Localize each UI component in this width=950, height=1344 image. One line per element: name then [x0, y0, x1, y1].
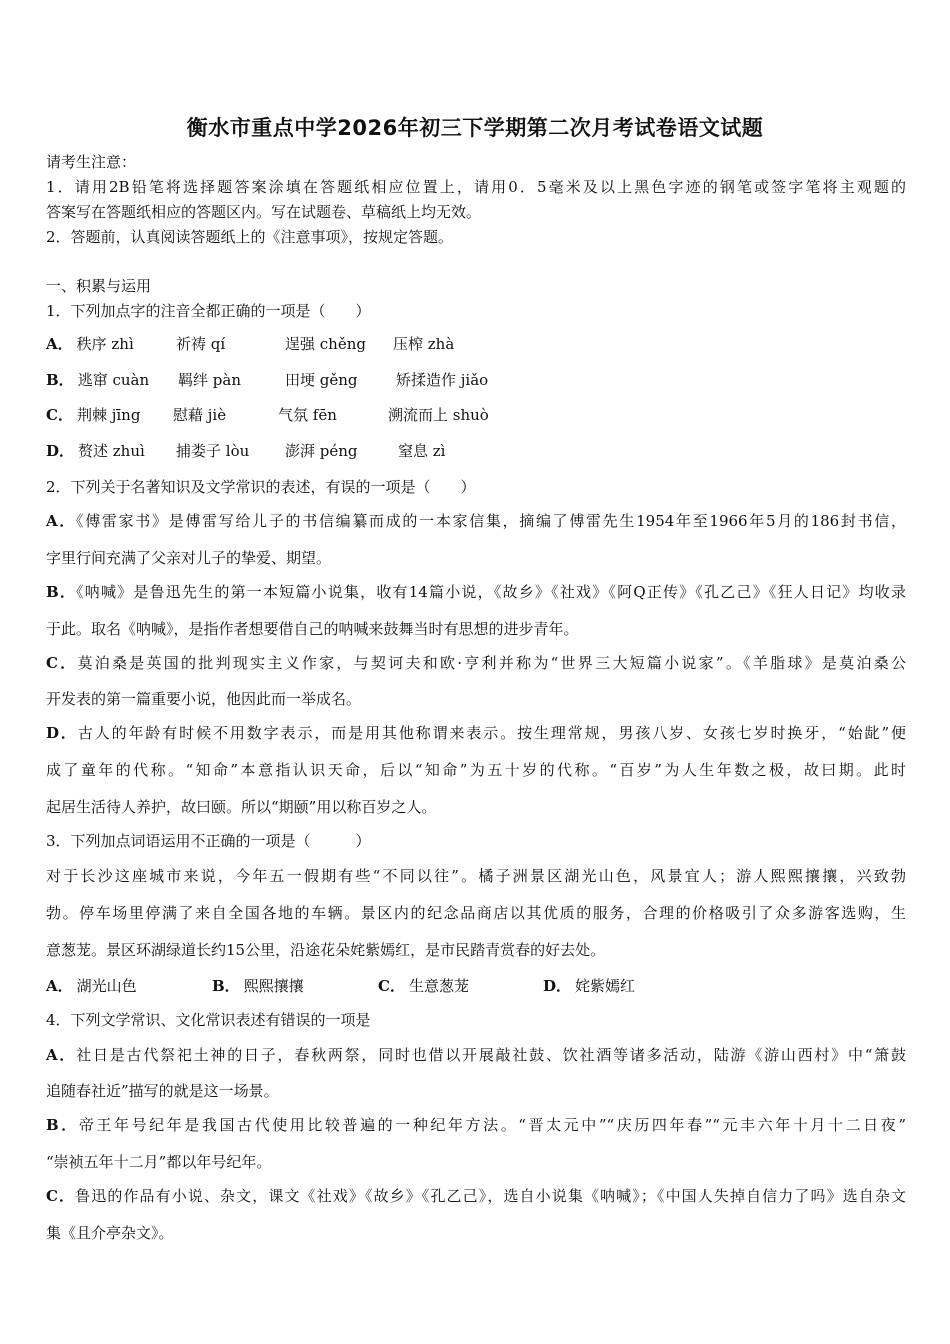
option-letter: B． — [212, 977, 240, 995]
question-2-stem: 2．下列关于名著知识及文学常识的表述，有误的一项是（ ） — [46, 478, 476, 496]
option-text: 姹紫嫣红 — [575, 977, 636, 995]
option-letter: D． — [46, 442, 75, 460]
question-2-line: 于此。取名《呐喊》，是指作者想要借自己的呐喊来鼓舞当时有思想的进步青年。 — [46, 620, 579, 638]
question-2-line: 字里行间充满了父亲对儿子的挚爱、期望。 — [46, 549, 332, 567]
option-letter: A． — [46, 512, 77, 530]
option-item: 逃窜 cuàn — [77, 371, 150, 389]
question-4-line: B．帝王年号纪年是我国古代使用比较普遍的一种纪年方法。“晋太元中”“庆历四年春”“元丰六年十月十二日夜” — [46, 1116, 907, 1134]
option-item: 荆棘 jīng — [76, 406, 141, 424]
notice-line: 答案写在答题纸相应的答题区内。写在试题卷、草稿纸上均无效。 — [46, 203, 482, 221]
question-4-line: “崇祯五年十二月”都以年号纪年。 — [46, 1153, 272, 1171]
question-2-line: D．古人的年龄有时候不用数字表示，而是用其他称谓来表示。按生理常规，男孩八岁、女孩七岁时换牙，“始龀”便 — [46, 724, 907, 742]
question-3-line: 意葱茏。景区环湖绿道长约15公里，沿途花朵姹紫嫣红，是市民踏青赏春的好去处。 — [46, 941, 606, 959]
question-2-line: 开发表的第一篇重要小说，他因此而一举成名。 — [46, 690, 362, 708]
question-1-stem: 1．下列加点字的注音全都正确的一项是（ ） — [46, 302, 371, 320]
option-letter: D． — [46, 724, 78, 742]
option-text: 熙熙攘攘 — [243, 977, 304, 995]
option-item: 逞强 chěng — [285, 335, 366, 353]
option-letter: B． — [46, 583, 77, 601]
option-text: 湖光山色 — [76, 977, 137, 995]
option-letter: C． — [378, 977, 405, 995]
question-2-line: 成了童年的代称。“知命”本意指认识天命，后以“知命”为五十岁的代称。“百岁”为人生年数之极，故曰期。此时 — [46, 761, 907, 779]
question-4-line: 集《且介亭杂文》。 — [46, 1224, 174, 1242]
question-4-line: C．鲁迅的作品有小说、杂文，课文《社戏》《故乡》《孔乙己》，选自小说集《呐喊》；《中国人失掉自信力了吗》选自杂文 — [46, 1187, 906, 1205]
option-item: 慰藉 jiè — [173, 406, 227, 424]
question-2-line: 起居生活待人养护，故曰颐。所以“期颐”用以称百岁之人。 — [46, 798, 437, 816]
page-title: 衡水市重点中学2026年初三下学期第二次月考试卷语文试题 — [186, 116, 764, 140]
notice-line: 2．答题前，认真阅读答题纸上的《注意事项》，按规定答题。 — [46, 228, 454, 246]
option-letter: A． — [46, 335, 73, 353]
option-item: 羁绊 pàn — [178, 371, 241, 389]
option-item: 窒息 zì — [398, 442, 446, 460]
option-item: 澎湃 péng — [285, 442, 358, 460]
option-text: 生意葱茏 — [408, 977, 469, 995]
option-item: 祈祷 qí — [176, 335, 226, 353]
question-2-line: B．《呐喊》是鲁迅先生的第一本短篇小说集，收有14篇小说，《故乡》《社戏》《阿Q正传》《孔乙己》《狂人日记》均收录 — [46, 583, 906, 601]
option-item: 赘述 zhuì — [78, 442, 145, 460]
option-item: 溯流而上 shuò — [388, 406, 489, 424]
question-3-stem: 3．下列加点词语运用不正确的一项是（ ） — [46, 832, 371, 850]
option-letter: C． — [46, 406, 73, 424]
option-item: 秩序 zhì — [76, 335, 134, 353]
option-item: 矫揉造作 jiǎo — [396, 371, 489, 389]
option-letter: D． — [543, 977, 572, 995]
option-letter: B． — [46, 371, 74, 389]
option-letter: C． — [46, 1187, 76, 1205]
notice-heading: 请考生注意： — [46, 153, 137, 171]
question-2-line: C．莫泊桑是英国的批判现实主义作家，与契诃夫和欧·亨利并称为“世界三大短篇小说家”。《羊脂球》是莫泊桑公 — [46, 654, 906, 672]
option-letter: C． — [46, 654, 78, 672]
option-item: 田埂 gěng — [285, 371, 358, 389]
question-4-line: 追随春社近”描写的就是这一场景。 — [46, 1082, 279, 1100]
option-letter: A． — [46, 1046, 77, 1064]
question-3-line: 勃。停车场里停满了来自全国各地的车辆。景区内的纪念品商店以其优质的服务，合理的价格吸引了众多游客选购，生 — [46, 904, 906, 922]
question-4-stem: 4．下列文学常识、文化常识表述有错误的一项是 — [46, 1011, 371, 1029]
section-heading: 一、积累与运用 — [46, 277, 152, 295]
option-item: 压榨 zhà — [393, 335, 455, 353]
option-item: 气氛 fēn — [278, 406, 337, 424]
question-2-line: A．《傅雷家书》是傅雷写给儿子的书信编纂而成的一本家信集，摘编了傅雷先生1954年至1966年5月的186封书信， — [46, 512, 906, 530]
question-4-line: A．社日是古代祭祀土神的日子，春秋两祭，同时也借以开展敲社鼓、饮社酒等诸多活动，陆游《游山西村》中“箫鼓 — [46, 1046, 906, 1064]
question-3-line: 对于长沙这座城市来说，今年五一假期有些“不同以往”。橘子洲景区湖光山色，风景宜人；游人熙熙攘攘，兴致勃 — [46, 867, 906, 885]
notice-line: 1．请用2B铅笔将选择题答案涂填在答题纸相应位置上，请用0．5毫米及以上黑色字迹的钢笔或签字笔将主观题的 — [46, 178, 906, 196]
option-item: 捕娄子 lòu — [176, 442, 250, 460]
option-letter: B． — [46, 1116, 79, 1134]
option-letter: A． — [46, 977, 73, 995]
